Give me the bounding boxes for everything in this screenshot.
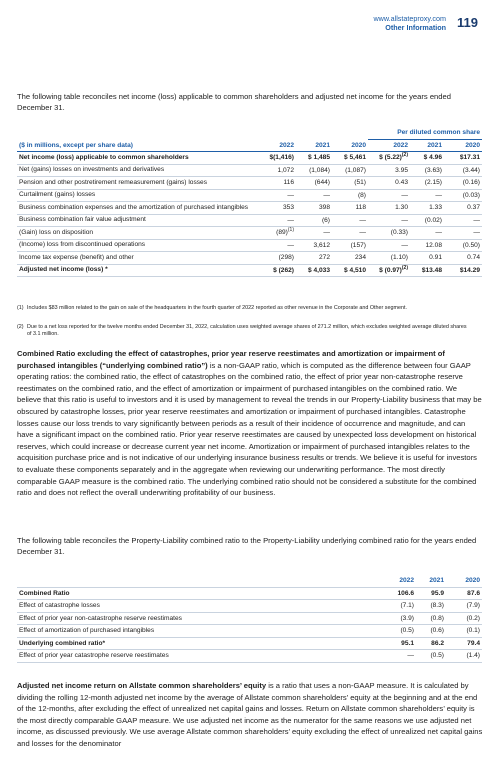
- row-value: $ 5,461: [332, 152, 368, 165]
- page-header: [373, 14, 478, 32]
- row-value: —: [444, 214, 482, 227]
- adjusted-roe-paragraph: [17, 680, 483, 750]
- combined-ratio-table: [17, 575, 482, 663]
- row-label: Combined Ratio: [17, 587, 378, 600]
- row-value: —: [258, 189, 296, 202]
- row-value: (1.10): [368, 252, 410, 265]
- row-value: (0.6): [416, 625, 446, 638]
- table2-column-header-row: [17, 575, 482, 587]
- table-row: [17, 264, 482, 277]
- row-value: (0.5): [416, 650, 446, 663]
- table1-year-header: 2022: [258, 139, 296, 152]
- row-value: $(1,416): [258, 152, 296, 165]
- per-share-group-header: Per diluted common share: [368, 127, 482, 139]
- row-value: (157): [332, 239, 368, 252]
- row-value: $ (262): [258, 264, 296, 277]
- row-value: —: [296, 189, 332, 202]
- row-label: Business combination expenses and the amortization of purchased intangibles: [17, 202, 258, 215]
- net-income-reconciliation-table: [17, 127, 482, 277]
- row-label: (Income) loss from discontinued operations: [17, 239, 258, 252]
- row-value: $13.48: [410, 264, 444, 277]
- page-number: 119: [457, 15, 478, 30]
- footnote-mark: (1): [17, 305, 24, 311]
- row-value: (0.50): [444, 239, 482, 252]
- row-value: (0.16): [444, 177, 482, 190]
- row-value: (51): [332, 177, 368, 190]
- row-value: (7.9): [446, 600, 482, 613]
- row-value: —: [444, 227, 482, 240]
- table-row: [17, 202, 482, 215]
- table-row: [17, 164, 482, 177]
- paragraph-body: is a non-GAAP ratio, which is computed as the difference between four GAAP operating ratios: the combined ratio, the effect of catastrophes on the combined ratio, the effect of prior year non-catastrophe reserve reestimates on the combined ratio, and the effect of amortization or impairment of purchased intangibles on the combined ratio. We believe that this ratio is useful to investors and it is used by management to reveal the trends in our Property-Liability business that may be obscured by catastrophe losses, prior year reserve reestimates and amortization or impairment of purchased intangibles. Catastrophe losses cause our loss trends to vary significantly between periods as a result of their incidence of occurrence and magnitude, and can have a significant impact on the combined ratio. Prior year reserve reestimates are caused by unexpected loss development on historical reserves, which could increase or decrease current year net income. Amortization or impairment of purchased intangibles relates to the acquisition purchase price and is not indicative of our underlying insurance business results or trends. We believe it is useful for investors to evaluate these components separately and in the aggregate when reviewing our underwriting performance. The most directly comparable GAAP measure is the combined ratio. The underlying combined ratio should not be considered a substitute for the combined ratio and does not reflect the overall underwriting profitability of our business.: [17, 360, 482, 498]
- row-label: Curtailment (gains) losses: [17, 189, 258, 202]
- row-value: 106.6: [378, 587, 416, 600]
- table2-year-header: 2020: [446, 575, 482, 587]
- row-value: —: [332, 227, 368, 240]
- row-value: 1.30: [368, 202, 410, 215]
- row-value: (0.5): [378, 625, 416, 638]
- row-value: (644): [296, 177, 332, 190]
- row-value: 3.95: [368, 164, 410, 177]
- row-value: (3.63): [410, 164, 444, 177]
- intro-text-2: The following table reconciles the Property-Liability combined ratio to the Property-Liability underlying combined ratio for the years ended December 31.: [17, 536, 477, 556]
- row-value: (0.02): [410, 214, 444, 227]
- table-row: [17, 625, 482, 638]
- row-value: 353: [258, 202, 296, 215]
- row-value: 86.2: [416, 637, 446, 650]
- table1-column-header-row: [17, 139, 482, 152]
- row-value: $17.31: [444, 152, 482, 165]
- footnote-mark: (2): [17, 324, 24, 330]
- table2-year-header: 2022: [378, 575, 416, 587]
- footnote-1: [17, 305, 482, 312]
- row-value: —: [368, 239, 410, 252]
- row-value: (3.44): [444, 164, 482, 177]
- paragraph-bold-lead: Adjusted net income return on Allstate common shareholders’ equity: [17, 681, 267, 690]
- row-value: 0.43: [368, 177, 410, 190]
- table1-year-header: 2021: [410, 139, 444, 152]
- footnote-ref: (2): [401, 152, 408, 159]
- row-value: (1,087): [332, 164, 368, 177]
- row-label: Income tax expense (benefit) and other: [17, 252, 258, 265]
- table1-year-header: 2020: [332, 139, 368, 152]
- row-label: Effect of prior year non-catastrophe reserve reestimates: [17, 612, 378, 625]
- row-value: $ $(5.22)^{(2)}$: [368, 152, 410, 165]
- row-value: (6): [296, 214, 332, 227]
- row-label: Business combination fair value adjustment: [17, 214, 258, 227]
- row-value: —: [258, 214, 296, 227]
- row-value: 0.37: [444, 202, 482, 215]
- row-value: 95.9: [416, 587, 446, 600]
- row-value: $ 4,033: [296, 264, 332, 277]
- row-value: (8): [332, 189, 368, 202]
- footnote-text: Includes $83 million related to the gain on sale of the headquarters in the fourth quarter of 2022 reported as other revenue in the Corporate and Other segment.: [27, 305, 407, 311]
- row-value: $(89)^{(1)}$: [258, 227, 296, 240]
- table1-year-header: 2020: [444, 139, 482, 152]
- row-value: 116: [258, 177, 296, 190]
- row-label: Effect of prior year catastrophe reserve reestimates: [17, 650, 378, 663]
- row-value: (0.03): [444, 189, 482, 202]
- row-value: 1.33: [410, 202, 444, 215]
- table-row: [17, 189, 482, 202]
- row-label: Effect of catastrophe losses: [17, 600, 378, 613]
- intro-text-1: The following table reconciles net income (loss) applicable to common shareholders and adjusted net income for the years ended December 31.: [17, 92, 451, 112]
- table-row: [17, 637, 482, 650]
- table-row: [17, 252, 482, 265]
- row-value: —: [258, 239, 296, 252]
- row-value: 3,612: [296, 239, 332, 252]
- row-value: $ 4.96: [410, 152, 444, 165]
- row-value: 234: [332, 252, 368, 265]
- row-value: 12.08: [410, 239, 444, 252]
- table-row: [17, 600, 482, 613]
- row-value: (3.9): [378, 612, 416, 625]
- row-value: (0.1): [446, 625, 482, 638]
- row-value: —: [368, 214, 410, 227]
- table-row: [17, 214, 482, 227]
- row-value: (1,084): [296, 164, 332, 177]
- footnote-ref: (2): [401, 264, 408, 271]
- row-label: (Gain) loss on disposition: [17, 227, 258, 240]
- row-value: —: [368, 189, 410, 202]
- table-row: [17, 650, 482, 663]
- row-value: 0.74: [444, 252, 482, 265]
- table1-label-header: ($ in millions, except per share data): [17, 139, 258, 152]
- table-row: [17, 152, 482, 165]
- row-label: Net income (loss) applicable to common shareholders: [17, 152, 258, 165]
- table-row: [17, 239, 482, 252]
- row-label: Effect of amortization of purchased intangibles: [17, 625, 378, 638]
- table1-group-header-row: [17, 127, 482, 139]
- footnote-2: [17, 324, 482, 338]
- row-label: Underlying combined ratio*: [17, 637, 378, 650]
- row-value: (0.8): [416, 612, 446, 625]
- row-value: 79.4: [446, 637, 482, 650]
- row-value: (7.1): [378, 600, 416, 613]
- row-value: (298): [258, 252, 296, 265]
- row-value: $14.29: [444, 264, 482, 277]
- row-value: (0.2): [446, 612, 482, 625]
- row-value: —: [410, 227, 444, 240]
- row-value: —: [378, 650, 416, 663]
- table-row: [17, 227, 482, 240]
- row-value: (8.3): [416, 600, 446, 613]
- section-title: Other Information: [385, 23, 446, 32]
- table1-year-header: 2022: [368, 139, 410, 152]
- paragraph-body: is a ratio that uses a non-GAAP measure. It is calculated by dividing the rolling 12-month adjusted net income by the average of Allstate common shareholders’ equity at the beginning and at the end of the 12-months, after excluding the effect of unrealized net capital gains and losses. Return on Allstate common shareholders’ equity is the most directly comparable GAAP measure. We use adjusted net income as the numerator for the same reasons we use adjusted net income, as discussed previously. We use average Allstate common shareholders’ equity excluding the effect of unrealized net capital gains and losses for the denominator: [17, 681, 483, 748]
- website-link[interactable]: www.allstateproxy.com: [373, 14, 446, 23]
- row-value: 398: [296, 202, 332, 215]
- row-value: 1,072: [258, 164, 296, 177]
- row-value: $ 4,510: [332, 264, 368, 277]
- table1-year-header: 2021: [296, 139, 332, 152]
- row-value: 0.91: [410, 252, 444, 265]
- underlying-combined-ratio-paragraph: [17, 348, 483, 499]
- row-value: —: [410, 189, 444, 202]
- row-value: $ $(0.97)^{(2)}$: [368, 264, 410, 277]
- table-row: [17, 177, 482, 190]
- row-value: 272: [296, 252, 332, 265]
- paragraph-bold-lead: Combined Ratio excluding the effect of catastrophes, prior year reserve reestimates and amortization or impairment of purchased intangibles (“underlying combined ratio”): [17, 349, 445, 370]
- row-label: Pension and other postretirement remeasurement (gains) losses: [17, 177, 258, 190]
- footnote-ref: (1): [287, 227, 294, 234]
- row-value: 118: [332, 202, 368, 215]
- footnote-text: Due to a net loss reported for the twelve months ended December 31, 2022, calculation uses weighted average shares of 271.2 million, which excludes weighted average diluted shares of 3.1 million.: [27, 324, 467, 338]
- row-value: 95.1: [378, 637, 416, 650]
- row-value: —: [332, 214, 368, 227]
- row-label: Net (gains) losses on investments and derivatives: [17, 164, 258, 177]
- row-value: (2.15): [410, 177, 444, 190]
- row-value: (0.33): [368, 227, 410, 240]
- row-value: $ 1,485: [296, 152, 332, 165]
- row-value: —: [296, 227, 332, 240]
- row-value: (1.4): [446, 650, 482, 663]
- table2-year-header: 2021: [416, 575, 446, 587]
- row-label: Adjusted net income (loss) *: [17, 264, 258, 277]
- table-row: [17, 587, 482, 600]
- table-row: [17, 612, 482, 625]
- row-value: 87.6: [446, 587, 482, 600]
